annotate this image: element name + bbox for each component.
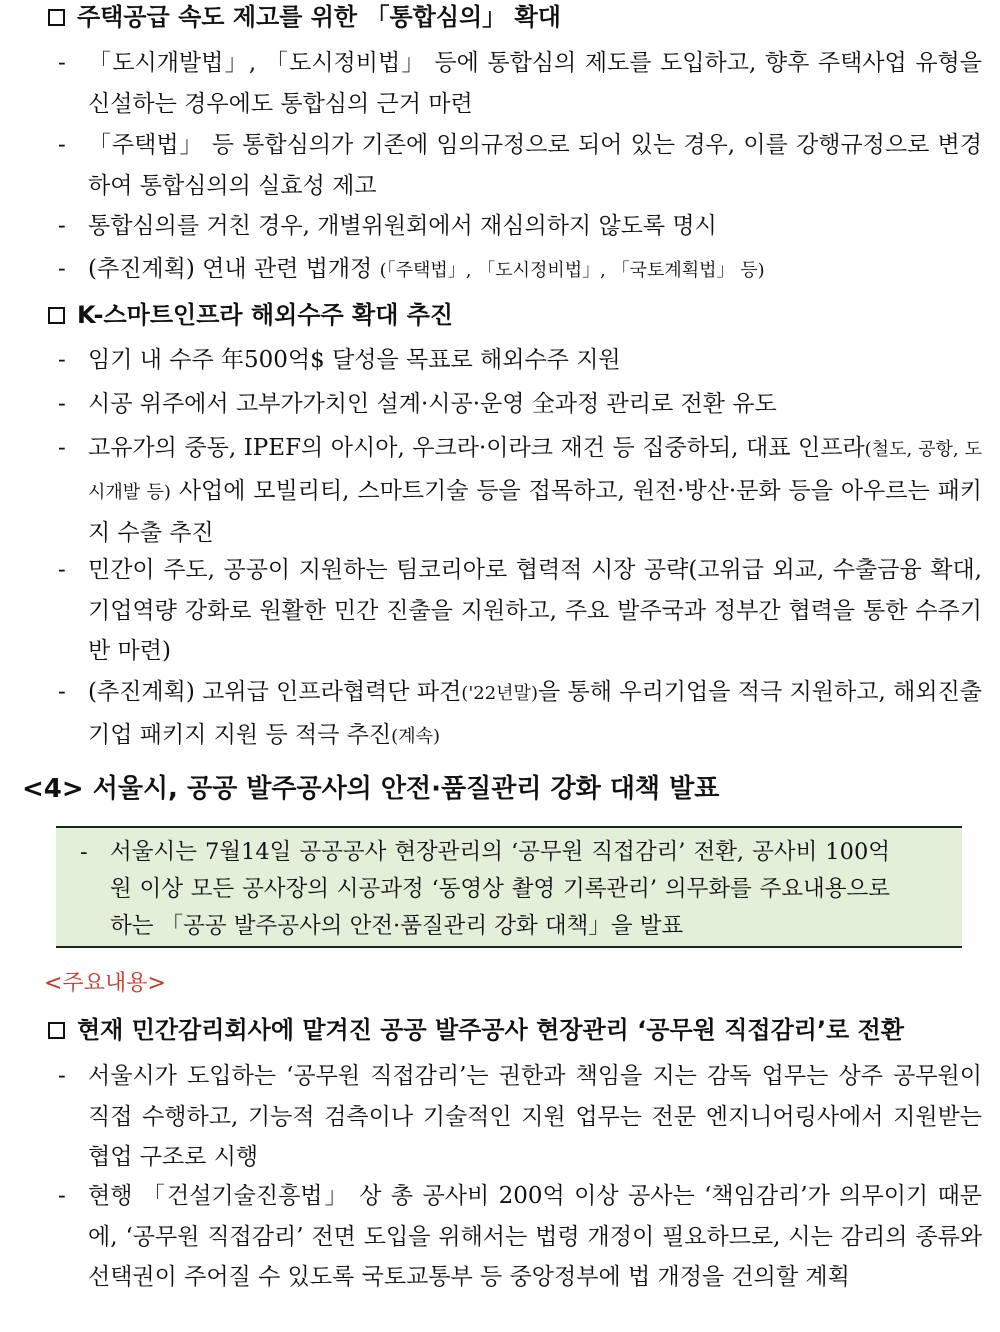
section-heading-text: 주택공급 속도 제고를 위한 「통합심의」 확대 [77, 3, 561, 31]
bullet-small-text: (철도, 공항, 도시개발 등) [88, 439, 982, 503]
bullet-item [58, 550, 982, 672]
bullet-text [88, 249, 982, 292]
bullet-text-part: 사업에 모빌리티, 스마트기술 등을 접목하고, 원전·방산·문화 등을 아우르는 패키지 수출 추진 [88, 477, 982, 546]
dash-marker: - [58, 213, 66, 239]
bullet-text: 민간이 주도, 공공이 지원하는 팀코리아로 협력적 시장 공략(고위급 외교, 수출금융 확대, 기업역량 강화로 원활한 민간 진출을 지원하고, 주요 발주국과 정부간 협력을 통한 수주기반 마련) [88, 557, 982, 664]
bullet-text: 통합심의를 거친 경우, 개별위원회에서 재심의하지 않도록 명시 [88, 213, 717, 239]
bullet-item [58, 125, 982, 206]
summary-box [56, 826, 962, 948]
bullet-text-part: (추진계획) 고위급 인프라협력단 파견 [88, 679, 462, 705]
plan-small-text: (「주택법」, 「도시정비법」, 「국토계획법」 등) [379, 260, 765, 281]
section-heading-text: 현재 민간감리회사에 맡겨진 공공 발주공사 현장관리 ‘공무원 직접감리’로 전환 [77, 1016, 904, 1044]
bullet-item [58, 672, 982, 757]
dash-marker: - [58, 50, 66, 76]
section-heading-housing [48, 0, 561, 34]
dash-marker: - [58, 132, 66, 158]
main-content-label: <주요내용> [44, 971, 166, 996]
bullet-text: 서울시가 도입하는 ‘공무원 직접감리’는 권한과 책임을 지는 감독 업무는 상주 공무원이 직접 수행하고, 기능적 검측이나 기술적인 지원 업무는 전문 엔지니어링사에서 지원받는 협업 구조로 시행 [88, 1063, 982, 1170]
dash-marker: - [58, 557, 66, 583]
dash-marker: - [58, 435, 66, 461]
checkbox-square-icon [48, 307, 65, 324]
bullet-item [58, 43, 982, 124]
dash-marker: - [58, 347, 66, 373]
bullet-text-part: 을 통해 우리기업을 적극 지원하고, 해외진출 기업 패키지 지원 등 적극 추진 [88, 679, 982, 748]
dash-marker: - [58, 391, 66, 417]
bullet-text [88, 428, 982, 554]
dash-marker: - [58, 1183, 66, 1209]
bullet-item [58, 206, 982, 247]
bullet-item [58, 340, 982, 381]
bullet-item [58, 1056, 982, 1178]
bullet-item [58, 384, 982, 425]
dash-marker: - [58, 256, 66, 282]
bullet-item [58, 1176, 982, 1298]
dash-marker: - [80, 839, 88, 865]
bullet-item [58, 428, 982, 554]
bullet-text [88, 672, 982, 757]
plan-main-text: (추진계획) 연내 관련 법개정 [88, 256, 380, 282]
dash-marker: - [58, 1063, 66, 1089]
news-title: <4> 서울시, 공공 발주공사의 안전·품질관리 강화 대책 발표 [22, 774, 720, 804]
section-heading-text: K-스마트인프라 해외수주 확대 추진 [77, 301, 454, 329]
bullet-text: 「도시개발법」, 「도시정비법」 등에 통합심의 제도를 도입하고, 향후 주택사업 유형을 신설하는 경우에도 통합심의 근거 마련 [88, 50, 982, 117]
summary-text: 서울시는 7월14일 공공공사 현장관리의 ‘공무원 직접감리’ 전환, 공사비 100억원 이상 모든 공사장의 시공과정 ‘동영상 촬영 기록관리’ 의무화를 주요내용으로 하는 「공공 발주공사의 안전·품질관리 강화 대책」을 발표 [110, 839, 890, 939]
bullet-small-text: (계속) [391, 725, 440, 747]
bullet-text: 시공 위주에서 고부가가치인 설계·시공·운영 全과정 관리로 전환 유도 [88, 391, 777, 417]
checkbox-square-icon [48, 1022, 65, 1039]
bullet-small-text: ('22년말) [461, 683, 538, 704]
bullet-text: 현행 「건설기술진흥법」 상 총 공사비 200억 이상 공사는 ‘책임감리’가 의무이기 때문에, ‘공무원 직접감리’ 전면 도입을 위해서는 법령 개정이 필요하므로, 시는 감리의 종류와 선택권이 주어질 수 있도록 국토교통부 등 중앙정부에 법 개정을 건의할 계획 [88, 1183, 982, 1290]
bullet-text: 임기 내 수주 年500억$ 달성을 목표로 해외수주 지원 [88, 347, 621, 373]
dash-marker: - [58, 679, 66, 705]
checkbox-square-icon [48, 9, 65, 26]
bullet-text-part: 고유가의 중동, IPEF의 아시아, 우크라·이라크 재건 등 집중하되, 대표 인프라 [88, 435, 865, 461]
section-heading-kinfra [48, 298, 453, 332]
section-heading-direct-supervision [48, 1013, 904, 1047]
bullet-item [58, 249, 982, 292]
summary-bullet [80, 834, 890, 945]
bullet-text: 「주택법」 등 통합심의가 기존에 임의규정으로 되어 있는 경우, 이를 강행규정으로 변경하여 통합심의의 실효성 제고 [88, 132, 982, 199]
